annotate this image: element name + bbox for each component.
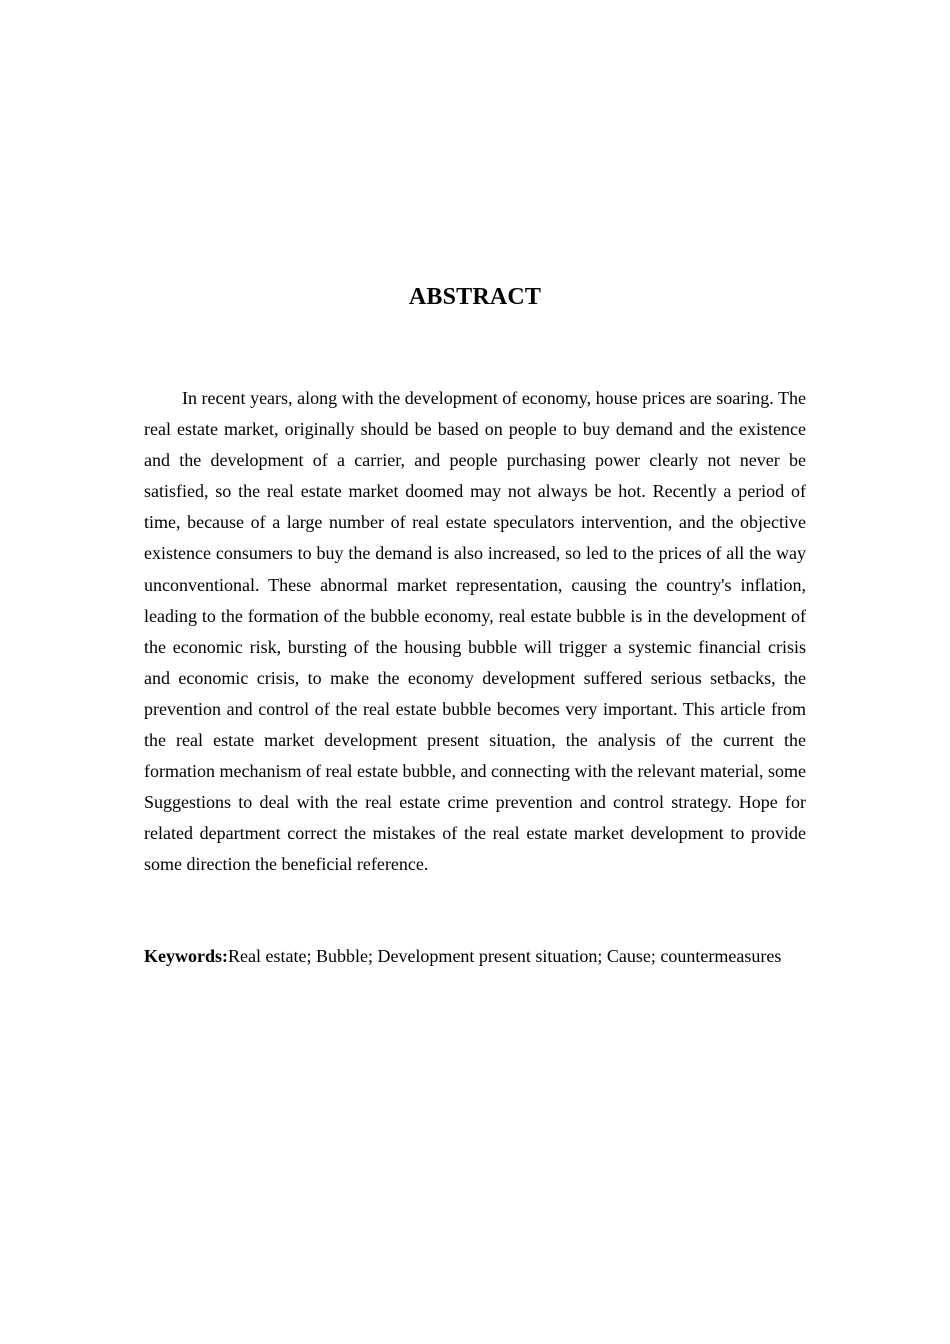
keywords-label: Keywords: [144, 946, 228, 966]
abstract-body: In recent years, along with the development of economy, house prices are soaring. The real estate market, originally should be based on people to buy demand and the existence and the development of a carrier, and people purchasing power clearly not never be satisfied, so the real estate market doomed may not always be hot. Recently a period of time, because of a large number of real estate speculators intervention, and the objective existence consumers to buy the demand is also increased, so led to the prices of all the way unconventional. These abnormal market representation, causing the country's inflation, leading to the formation of the bubble economy, real estate bubble is in the development of the economic risk, bursting of the housing bubble will trigger a systemic financial crisis and economic crisis, to make the economy development suffered serious setbacks, the prevention and control of the real estate bubble becomes very important. This article from the real estate market development present situation, the analysis of the current the formation mechanism of real estate bubble, and connecting with the relevant material, some Suggestions to deal with the real estate crime prevention and control strategy. Hope for related department correct the mistakes of the real estate market development to provide some direction the beneficial reference. [144, 388, 806, 875]
keywords-line [144, 941, 806, 972]
abstract-title: ABSTRACT [408, 284, 542, 310]
keywords-value: Real estate; Bubble; Development present situation; Cause; countermeasures [228, 946, 782, 966]
